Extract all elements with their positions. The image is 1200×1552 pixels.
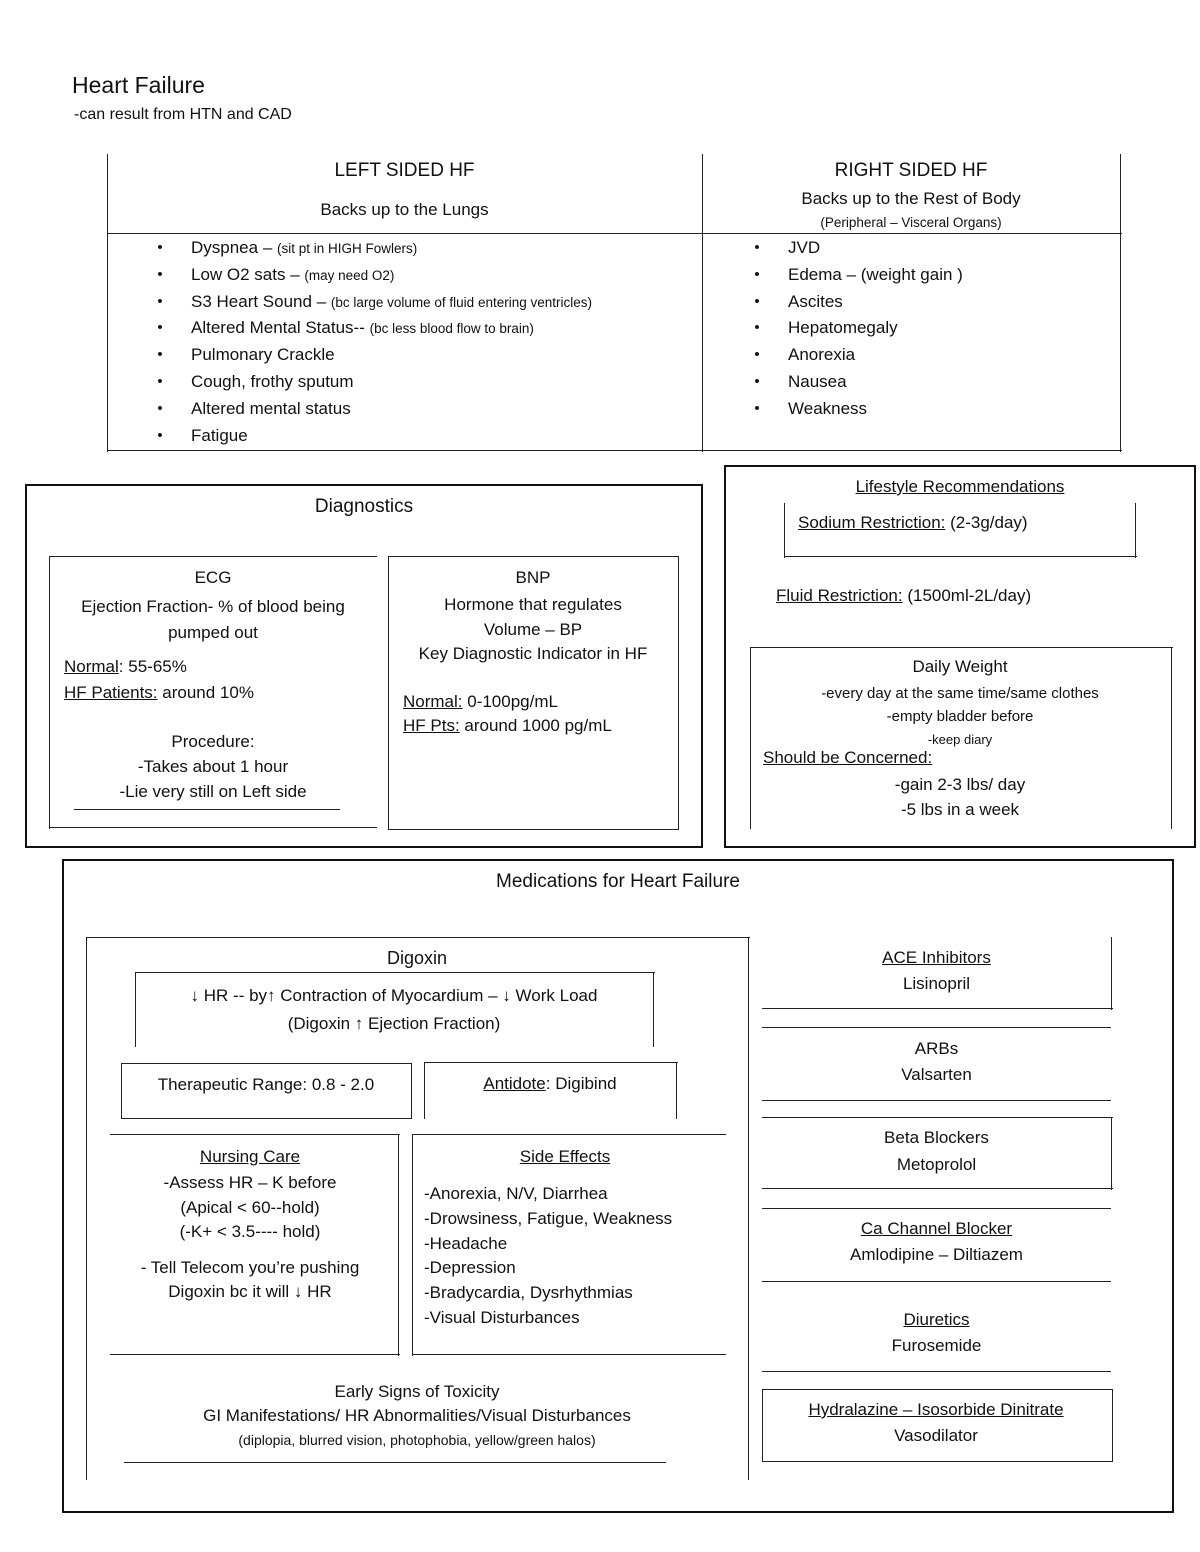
right-hf-subheading: Backs up to the Rest of Body (801, 189, 1021, 208)
diuretics-box (762, 1296, 1111, 1373)
left-hf-heading: LEFT SIDED HF (334, 160, 475, 181)
list-item: • Fatigue (155, 423, 700, 450)
daily-weight-title: Daily Weight (912, 657, 1008, 676)
bnp-desc: Hormone that regulates Volume – BP Key Diagnostic Indicator in HF (418, 595, 648, 663)
right-hf-symptom-list (752, 235, 1112, 423)
digoxin-action-box (135, 972, 655, 1047)
nursing-care-box (110, 1134, 400, 1356)
list-item: • Cough, frothy sputum (155, 369, 700, 396)
drug-name: Lisinopril (902, 974, 971, 993)
list-item: -Drowsiness, Fatigue, Weakness (424, 1208, 673, 1228)
list-item: -Visual Disturbances (424, 1307, 580, 1327)
drug-name: Vasodilator (894, 1426, 978, 1445)
bnp-title: BNP (515, 568, 551, 587)
side-effects-box (412, 1134, 726, 1356)
list-item: • Weakness (752, 396, 1112, 423)
left-hf-subheading: Backs up to the Lungs (320, 200, 489, 219)
drug-name: Metoprolol (896, 1155, 977, 1174)
drug-name: Amlodipine – Diltiazem (850, 1245, 1023, 1264)
drug-class-name: ARBs (914, 1039, 959, 1058)
list-item: -Headache (424, 1233, 508, 1253)
nursing-care-details: -Assess HR – K before (Apical < 60--hold) (-K+ < 3.5---- hold) - Tell Telecom you’re pushing Digoxin bc it will ↓ HR (140, 1173, 360, 1301)
side-effects-list (424, 1182, 672, 1331)
ca-channel-blocker-box (762, 1208, 1111, 1283)
ecg-box (49, 556, 377, 829)
list-item: -Anorexia, N/V, Diarrhea (424, 1184, 608, 1203)
drug-name: Valsarten (901, 1065, 972, 1084)
sodium-restriction: Sodium Restriction: (2-3g/day) (798, 513, 1028, 532)
list-item: -Bradycardia, Dysrhythmias (424, 1283, 633, 1303)
ecg-hf-patients: HF Patients: around 10% (64, 683, 254, 702)
right-hf-heading: RIGHT SIDED HF (834, 160, 988, 181)
arbs-box (762, 1027, 1111, 1102)
list-item: • Altered mental status (155, 396, 700, 423)
drug-class-name: ACE Inhibitors (882, 948, 991, 967)
list-item: • Low O2 sats – (may need O2) (155, 262, 700, 289)
lifestyle-title: Lifestyle Recommendations (855, 477, 1065, 496)
ecg-normal: Normal: 55-65% (64, 657, 187, 676)
list-item: • Ascites (752, 289, 1112, 316)
bnp-hf-patients: HF Pts: around 1000 pg/mL (403, 716, 612, 735)
hf-comparison-table (107, 154, 1122, 452)
concern-thresholds: -gain 2-3 lbs/ day -5 lbs in a week (894, 775, 1026, 819)
sodium-box (784, 503, 1137, 558)
toxicity-signs: Early Signs of Toxicity GI Manifestations/ HR Abnormalities/Visual Disturbances (diplopia, blurred vision, photophobia, yellow/green halos) (203, 1382, 631, 1448)
ecg-desc: Ejection Fraction- % of blood being pumped out (81, 597, 345, 642)
drug-class-name: Beta Blockers (884, 1128, 989, 1147)
drug-class-name: Ca Channel Blocker (860, 1219, 1013, 1238)
fluid-restriction: Fluid Restriction: (1500ml-2L/day) (776, 586, 1032, 605)
drug-class-name: Diuretics (903, 1310, 970, 1329)
therapeutic-range-box (121, 1063, 412, 1119)
list-item: • JVD (752, 235, 1112, 262)
bnp-box (388, 556, 679, 830)
list-item: • Altered Mental Status-- (bc less blood flow to brain) (155, 315, 700, 342)
daily-weight-box (750, 647, 1173, 829)
diagnostics-title: Diagnostics (314, 496, 414, 517)
list-item: • Hepatomegaly (752, 315, 1112, 342)
bnp-normal: Normal: 0-100pg/mL (403, 692, 558, 711)
nursing-care-title: Nursing Care (199, 1147, 301, 1166)
therapeutic-range: Therapeutic Range: 0.8 - 2.0 (157, 1075, 375, 1094)
beta-blockers-box (762, 1117, 1113, 1190)
left-hf-symptom-list (155, 235, 700, 449)
digoxin-action: ↓ HR -- by↑ Contraction of Myocardium – ↓ Work Load (Digoxin ↑ Ejection Fraction) (190, 986, 598, 1033)
drug-class-name: Hydralazine – Isosorbide Dinitrate (808, 1400, 1064, 1419)
ecg-procedure: Procedure: -Takes about 1 hour -Lie very still on Left side (119, 732, 307, 801)
ace-inhibitors-box (762, 937, 1113, 1010)
antidote: Antidote: Digibind (483, 1074, 617, 1093)
list-item: • S3 Heart Sound – (bc large volume of fluid entering ventricles) (155, 289, 700, 316)
hydralazine-isosorbide-box (762, 1389, 1113, 1462)
side-effects-title: Side Effects (519, 1147, 611, 1166)
list-item: • Pulmonary Crackle (155, 342, 700, 369)
digoxin-title: Digoxin (386, 948, 448, 968)
concern-label: Should be Concerned: (763, 748, 933, 767)
list-item: • Anorexia (752, 342, 1112, 369)
medications-title: Medications for Heart Failure (496, 871, 740, 892)
list-item: • Nausea (752, 369, 1112, 396)
list-item: • Dyspnea – (sit pt in HIGH Fowlers) (155, 235, 700, 262)
daily-weight-instructions: -every day at the same time/same clothes -empty bladder before -keep diary (821, 685, 1099, 747)
antidote-box (424, 1062, 678, 1119)
right-hf-subheading-2: (Peripheral – Visceral Organs) (820, 215, 1002, 230)
list-item: -Depression (424, 1258, 516, 1278)
ecg-title: ECG (194, 568, 232, 587)
page-subtitle: -can result from HTN and CAD (74, 106, 292, 123)
page-title: Heart Failure (72, 72, 205, 98)
drug-name: Furosemide (891, 1336, 982, 1355)
list-item: • Edema – (weight gain ) (752, 262, 1112, 289)
